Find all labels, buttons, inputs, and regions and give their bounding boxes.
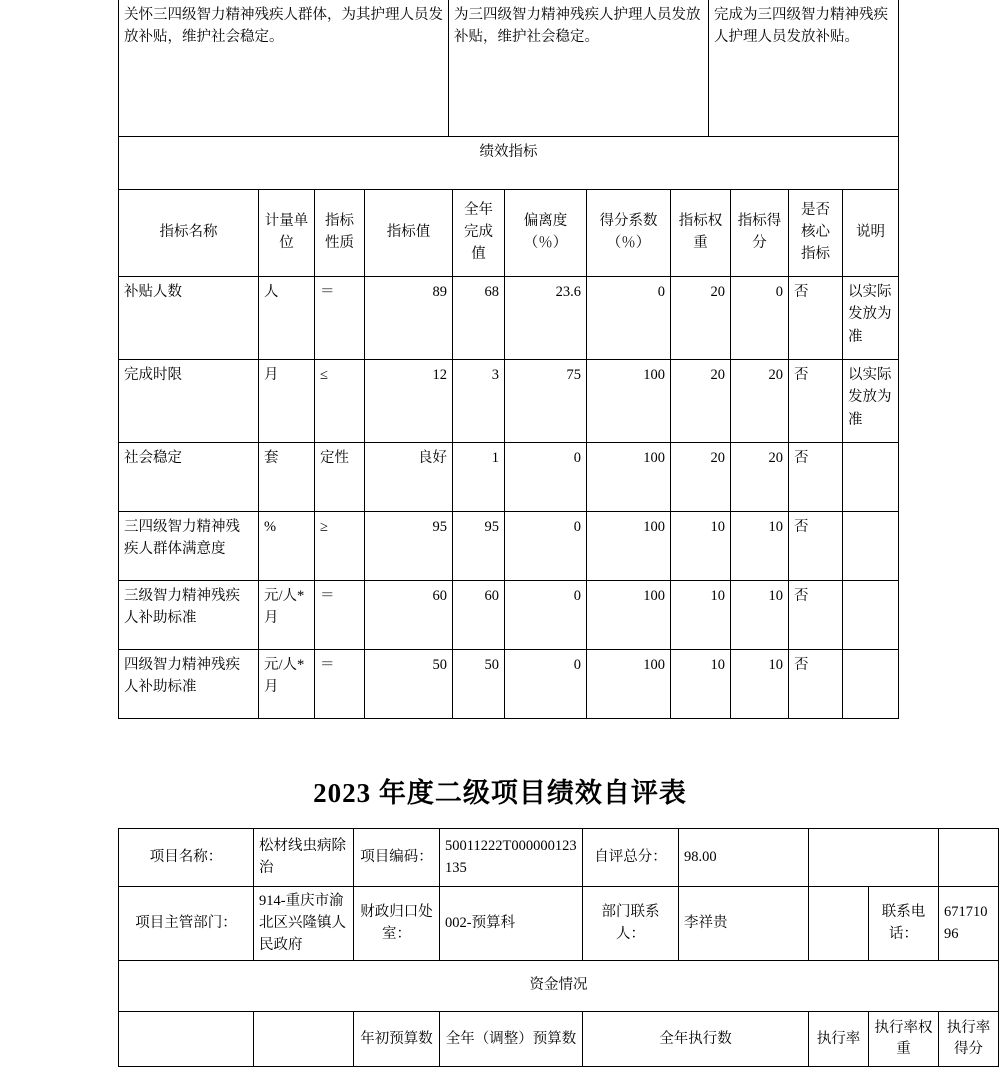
indicator-actual: 3 bbox=[453, 360, 505, 443]
col-annual-execution: 全年执行数 bbox=[583, 1012, 809, 1067]
indicator-nature: ≥ bbox=[315, 512, 365, 581]
goal-row bbox=[119, 0, 899, 137]
indicator-nature: ＝ bbox=[315, 581, 365, 650]
indicator-target: 良好 bbox=[365, 443, 453, 512]
col-execution-rate-weight: 执行率权重 bbox=[869, 1012, 939, 1067]
indicator-core: 否 bbox=[789, 443, 843, 512]
fund-empty-1 bbox=[119, 1012, 254, 1067]
indicator-name: 三级智力精神残疾人补助标准 bbox=[119, 581, 259, 650]
indicator-target: 12 bbox=[365, 360, 453, 443]
indicator-score: 10 bbox=[731, 650, 789, 719]
indicator-name: 完成时限 bbox=[119, 360, 259, 443]
indicator-deviation: 0 bbox=[505, 650, 587, 719]
indicator-remark bbox=[843, 581, 899, 650]
table-row bbox=[119, 512, 899, 581]
col-execution-rate: 执行率 bbox=[809, 1012, 869, 1067]
indicator-name: 补贴人数 bbox=[119, 277, 259, 360]
value-project-code: 50011222T000000123135 bbox=[440, 829, 583, 887]
indicator-nature: ≤ bbox=[315, 360, 365, 443]
value-phone: 67171096 bbox=[939, 887, 999, 961]
fund-section-title: 资金情况 bbox=[119, 961, 999, 1012]
indicator-name: 四级智力精神残疾人补助标准 bbox=[119, 650, 259, 719]
label-dept: 项目主管部门： bbox=[119, 887, 254, 961]
indicator-deviation: 0 bbox=[505, 512, 587, 581]
indicator-deviation: 0 bbox=[505, 443, 587, 512]
indicator-target: 89 bbox=[365, 277, 453, 360]
indicator-weight: 20 bbox=[671, 443, 731, 512]
indicator-deviation: 75 bbox=[505, 360, 587, 443]
label-finance-office: 财政归口处室： bbox=[354, 887, 440, 961]
indicator-target: 60 bbox=[365, 581, 453, 650]
value-contact: 李祥贵 bbox=[679, 887, 809, 961]
indicator-detail-table bbox=[118, 189, 899, 719]
label-project-code: 项目编码： bbox=[354, 829, 440, 887]
indicator-score: 20 bbox=[731, 360, 789, 443]
indicator-deviation: 23.6 bbox=[505, 277, 587, 360]
value-project-name: 松材线虫病除治 bbox=[254, 829, 354, 887]
indicator-unit: 元/人*月 bbox=[259, 650, 315, 719]
fund-empty-2 bbox=[254, 1012, 354, 1067]
col-target-value: 指标值 bbox=[365, 190, 453, 277]
indicator-remark bbox=[843, 443, 899, 512]
table-row bbox=[119, 277, 899, 360]
indicator-unit: 套 bbox=[259, 443, 315, 512]
table-row bbox=[119, 443, 899, 512]
project-self-evaluation-table bbox=[118, 828, 999, 1067]
indicator-name: 三四级智力精神残疾人群体满意度 bbox=[119, 512, 259, 581]
indicator-score-coef: 100 bbox=[587, 443, 671, 512]
indicator-remark bbox=[843, 512, 899, 581]
indicator-score-coef: 100 bbox=[587, 360, 671, 443]
indicator-core: 否 bbox=[789, 512, 843, 581]
indicator-actual: 95 bbox=[453, 512, 505, 581]
label-self-score: 自评总分： bbox=[583, 829, 679, 887]
indicator-weight: 20 bbox=[671, 360, 731, 443]
indicator-nature: ＝ bbox=[315, 650, 365, 719]
indicator-target: 95 bbox=[365, 512, 453, 581]
indicator-score-coef: 100 bbox=[587, 581, 671, 650]
indicator-score: 20 bbox=[731, 443, 789, 512]
indicator-weight: 10 bbox=[671, 581, 731, 650]
indicator-name: 社会稳定 bbox=[119, 443, 259, 512]
col-indicator-name: 指标名称 bbox=[119, 190, 259, 277]
indicator-unit: 月 bbox=[259, 360, 315, 443]
indicator-actual: 50 bbox=[453, 650, 505, 719]
indicator-score: 10 bbox=[731, 512, 789, 581]
indicator-nature: 定性 bbox=[315, 443, 365, 512]
indicator-score-coef: 100 bbox=[587, 512, 671, 581]
value-self-score: 98.00 bbox=[679, 829, 809, 887]
empty-cell-1 bbox=[809, 829, 939, 887]
col-score-coefficient: 得分系数（％） bbox=[587, 190, 671, 277]
label-project-name: 项目名称： bbox=[119, 829, 254, 887]
project-info-row-1 bbox=[119, 829, 999, 887]
col-score: 指标得分 bbox=[731, 190, 789, 277]
table-row bbox=[119, 581, 899, 650]
fund-header-row bbox=[119, 1012, 999, 1067]
col-actual-value: 全年完成值 bbox=[453, 190, 505, 277]
indicator-score-coef: 100 bbox=[587, 650, 671, 719]
indicator-remark bbox=[843, 650, 899, 719]
col-core-indicator: 是否核心指标 bbox=[789, 190, 843, 277]
indicator-actual: 68 bbox=[453, 277, 505, 360]
indicator-remark: 以实际发放为准 bbox=[843, 277, 899, 360]
indicator-remark: 以实际发放为准 bbox=[843, 360, 899, 443]
indicator-target: 50 bbox=[365, 650, 453, 719]
indicator-actual: 60 bbox=[453, 581, 505, 650]
performance-indicator-table bbox=[118, 0, 899, 190]
goal-cell-2: 为三四级智力精神残疾人护理人员发放补贴，维护社会稳定。 bbox=[449, 0, 709, 137]
value-finance-office: 002-预算科 bbox=[440, 887, 583, 961]
indicator-score-coef: 0 bbox=[587, 277, 671, 360]
table-row bbox=[119, 360, 899, 443]
col-initial-budget: 年初预算数 bbox=[354, 1012, 440, 1067]
indicator-score: 0 bbox=[731, 277, 789, 360]
indicator-unit: % bbox=[259, 512, 315, 581]
col-nature: 指标性质 bbox=[315, 190, 365, 277]
indicator-core: 否 bbox=[789, 581, 843, 650]
page-title: 2023 年度二级项目绩效自评表 bbox=[313, 778, 687, 808]
performance-section-row bbox=[119, 137, 899, 190]
indicator-weight: 10 bbox=[671, 512, 731, 581]
indicator-weight: 20 bbox=[671, 277, 731, 360]
indicator-unit: 人 bbox=[259, 277, 315, 360]
col-deviation: 偏离度（％） bbox=[505, 190, 587, 277]
project-info-row-2 bbox=[119, 887, 999, 961]
col-remark: 说明 bbox=[843, 190, 899, 277]
empty-cell-2 bbox=[939, 829, 999, 887]
indicator-nature: ＝ bbox=[315, 277, 365, 360]
indicator-weight: 10 bbox=[671, 650, 731, 719]
col-execution-rate-score: 执行率得分 bbox=[939, 1012, 999, 1067]
col-adjusted-budget: 全年（调整）预算数 bbox=[440, 1012, 583, 1067]
value-dept: 914-重庆市渝北区兴隆镇人民政府 bbox=[254, 887, 354, 961]
indicator-actual: 1 bbox=[453, 443, 505, 512]
label-phone: 联系电话： bbox=[869, 887, 939, 961]
indicator-unit: 元/人*月 bbox=[259, 581, 315, 650]
indicator-score: 10 bbox=[731, 581, 789, 650]
label-contact: 部门联系人： bbox=[583, 887, 679, 961]
table-row bbox=[119, 650, 899, 719]
empty-cell-3 bbox=[809, 887, 869, 961]
fund-section-row bbox=[119, 961, 999, 1012]
col-weight: 指标权重 bbox=[671, 190, 731, 277]
indicator-core: 否 bbox=[789, 277, 843, 360]
performance-section-title: 绩效指标 bbox=[119, 137, 899, 190]
indicator-deviation: 0 bbox=[505, 581, 587, 650]
indicator-core: 否 bbox=[789, 650, 843, 719]
goal-cell-1: 关怀三四级智力精神残疾人群体，为其护理人员发放补贴，维护社会稳定。 bbox=[119, 0, 449, 137]
goal-cell-3: 完成为三四级智力精神残疾人护理人员发放补贴。 bbox=[709, 0, 899, 137]
indicator-header-row bbox=[119, 190, 899, 277]
indicator-core: 否 bbox=[789, 360, 843, 443]
col-unit: 计量单位 bbox=[259, 190, 315, 277]
